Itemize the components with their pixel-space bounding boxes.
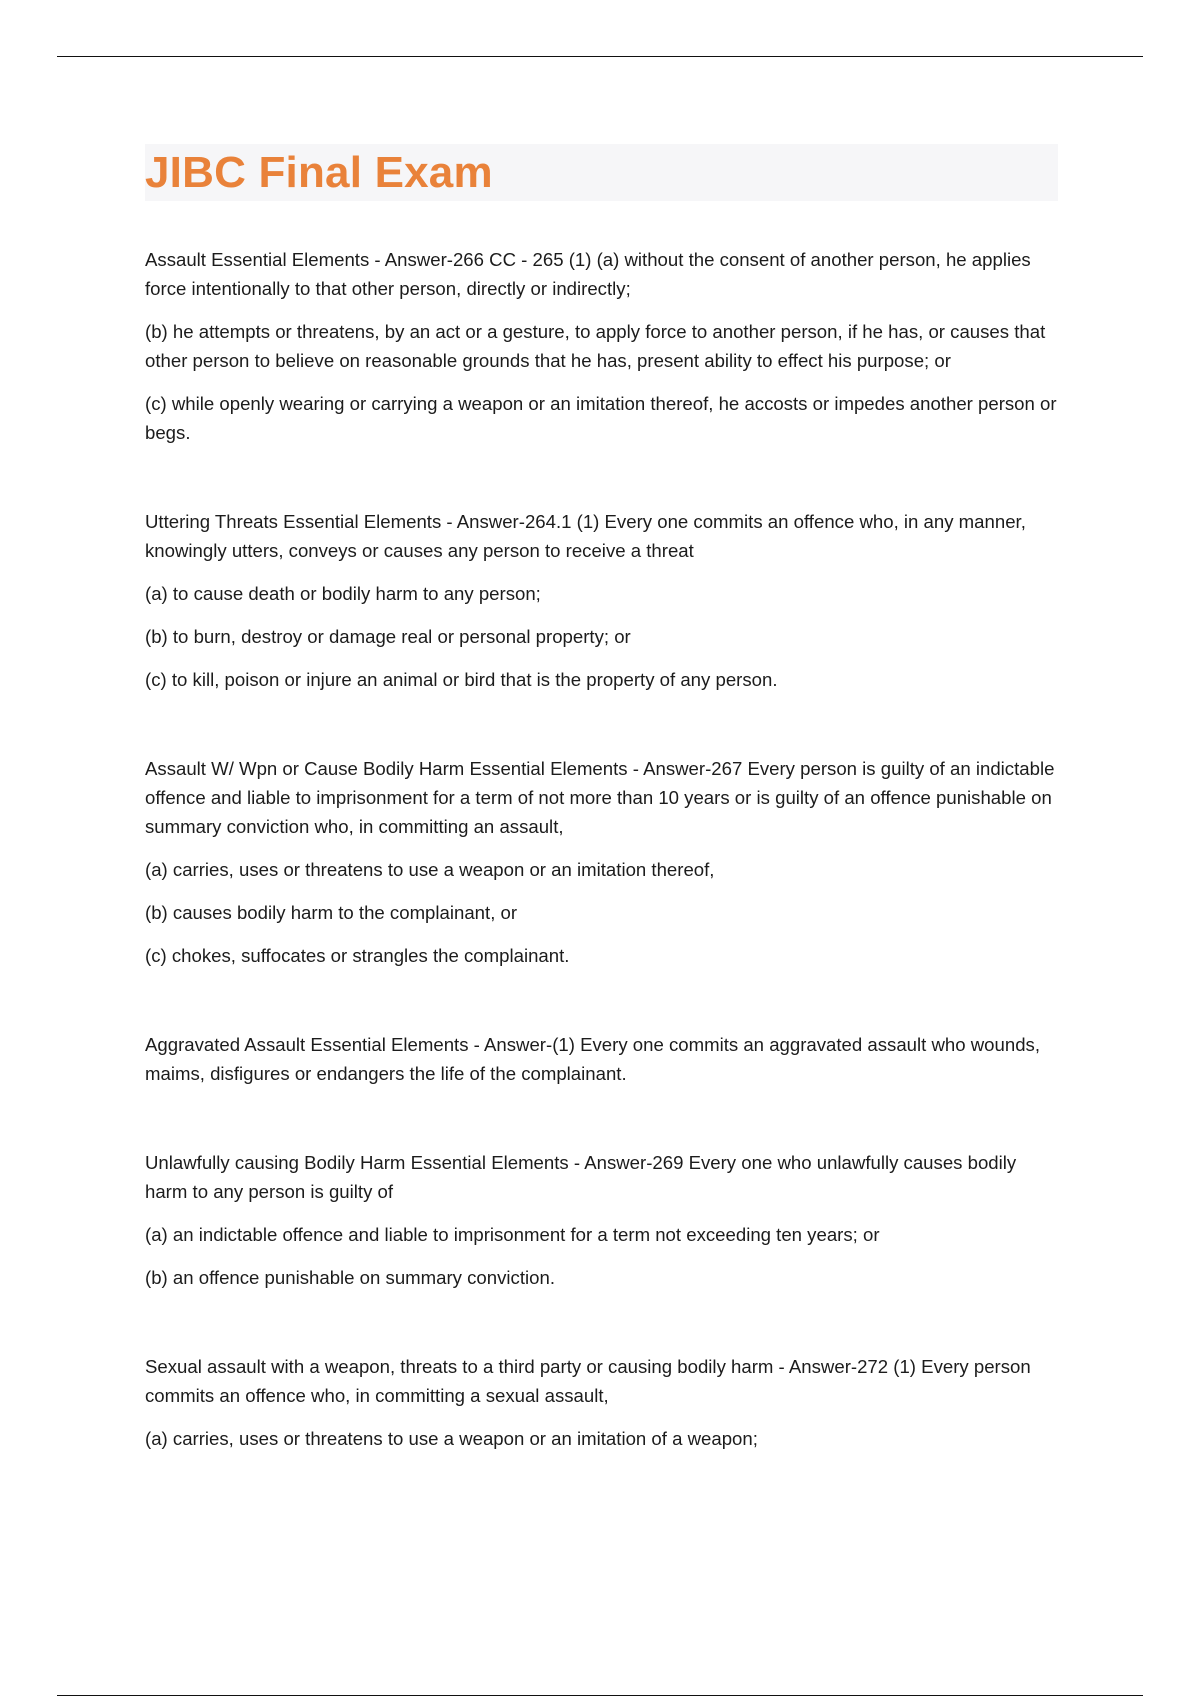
- question-answer-text: Sexual assault with a weapon, threats to a third party or causing bodily harm - Answer-272 (1) Every person commits an offence who, in committing a sexual assault,: [145, 1356, 1031, 1406]
- answer-clause: (c) while openly wearing or carrying a weapon or an imitation thereof, he accosts or impedes another person or begs.: [145, 393, 1057, 443]
- qa-entry-sexual-assault-weapon: [145, 1352, 1060, 1453]
- answer-clause: (c) to kill, poison or injure an animal or bird that is the property of any person.: [145, 669, 778, 690]
- answer-clause: (b) he attempts or threatens, by an act or a gesture, to apply force to another person, if he has, or causes that other person to believe on reasonable grounds that he has, present ability to effect his purpose; or: [145, 321, 1046, 371]
- footer-rule: [57, 1695, 1143, 1696]
- qa-entry-aggravated-assault: [145, 1030, 1060, 1088]
- page-body: [145, 144, 1060, 1513]
- question-answer-text: Unlawfully causing Bodily Harm Essential Elements - Answer-269 Every one who unlawfully causes bodily harm to any person is guilty of: [145, 1152, 1017, 1202]
- qa-entry-uttering-threats: [145, 507, 1060, 694]
- answer-clause: (a) an indictable offence and liable to imprisonment for a term not exceeding ten years; or: [145, 1224, 880, 1245]
- answer-clause: (b) an offence punishable on summary conviction.: [145, 1267, 555, 1288]
- header-rule: [57, 56, 1143, 57]
- question-answer-text: Assault W/ Wpn or Cause Bodily Harm Essential Elements - Answer-267 Every person is guilty of an indictable offence and liable to imprisonment for a term of not more than 10 years or is guilty of an offence punishable on summary conviction who, in committing an assault,: [145, 758, 1055, 837]
- qa-entry-bodily-harm: [145, 1148, 1060, 1292]
- question-answer-text: Aggravated Assault Essential Elements - Answer-(1) Every one commits an aggravated assault who wounds, maims, disfigures or endangers the life of the complainant.: [145, 1034, 1041, 1084]
- answer-clause: (b) to burn, destroy or damage real or personal property; or: [145, 626, 631, 647]
- page-title: JIBC Final Exam: [145, 147, 493, 197]
- answer-clause: (b) causes bodily harm to the complainant, or: [145, 902, 518, 923]
- question-answer-text: Assault Essential Elements - Answer-266 CC - 265 (1) (a) without the consent of another person, he applies force intentionally to that other person, directly or indirectly;: [145, 249, 1031, 299]
- answer-clause: (a) carries, uses or threatens to use a weapon or an imitation thereof,: [145, 859, 715, 880]
- answer-clause: (c) chokes, suffocates or strangles the complainant.: [145, 945, 570, 966]
- qa-entry-assault-weapon: [145, 754, 1060, 970]
- answer-clause: (a) carries, uses or threatens to use a weapon or an imitation of a weapon;: [145, 1428, 758, 1449]
- qa-entry-assault: [145, 245, 1060, 447]
- answer-clause: (a) to cause death or bodily harm to any person;: [145, 583, 541, 604]
- title-band: [145, 144, 1058, 201]
- question-answer-text: Uttering Threats Essential Elements - Answer-264.1 (1) Every one commits an offence who, in any manner, knowingly utters, conveys or causes any person to receive a threat: [145, 511, 1026, 561]
